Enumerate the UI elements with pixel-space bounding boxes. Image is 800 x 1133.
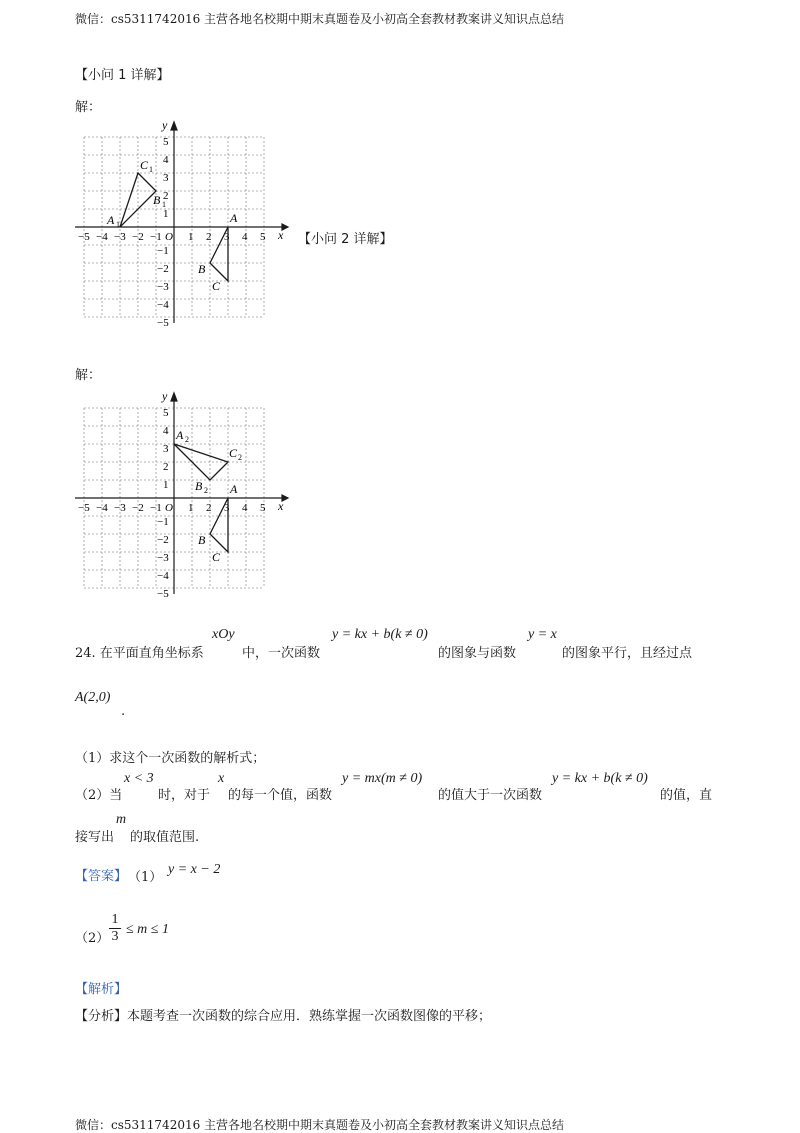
q24-text-3: 的图象与函数 (438, 646, 517, 661)
part2-solve: 解： (75, 368, 102, 383)
vertex-label-b: B (198, 262, 206, 276)
tick-x-5: 5 (260, 231, 266, 243)
vertex-label-a: A (230, 211, 238, 225)
vertex-label-b1: B (153, 193, 161, 207)
q24-math-point-a: A(2,0) (75, 690, 111, 705)
tick-y-5: 5 (163, 136, 169, 148)
vertex-label-a2: A (176, 428, 184, 442)
tick-y-neg5: −5 (157, 588, 169, 599)
tick-x-2: 2 (206, 231, 212, 243)
tick-y-neg1: −1 (157, 245, 169, 257)
answer-2-fraction (108, 912, 122, 945)
page-header: 微信：cs5311742016 主营各地名校期中期末真题卷及小初高全套教材教案讲义知识点总结 (75, 12, 565, 26)
tick-x-neg3: −3 (114, 231, 126, 243)
vertex-sub-a2: 2 (185, 435, 189, 444)
tick-y-neg3: −3 (157, 281, 169, 293)
tick-y-1: 1 (163, 208, 169, 220)
q24-math-xoy: xOy (212, 627, 235, 642)
tick-y-neg2: −2 (157, 263, 169, 275)
part1-label: 【小问 1 详解】 (75, 68, 170, 83)
tick-x-4: 4 (242, 231, 248, 243)
vertex-label-c2: C (229, 446, 238, 460)
part1-solve: 解： (75, 100, 102, 115)
analysis-text: 【分析】本题考查一次函数的综合应用．熟练掌握一次函数图像的平移； (75, 1009, 492, 1024)
answer-1-value: y = x − 2 (168, 862, 221, 877)
q24-math-m: m (116, 812, 127, 827)
vertex-sub-c2: 2 (238, 453, 242, 462)
coordinate-graph-2 (70, 389, 290, 599)
origin-label: O (165, 502, 173, 514)
tick-x-neg5: −5 (78, 502, 90, 514)
tick-y-1: 1 (163, 479, 169, 491)
tick-x-3: 3 (224, 231, 230, 243)
q24-sub-2-g: 的取值范围. (130, 830, 200, 845)
tick-x-5: 5 (260, 502, 266, 514)
axes (75, 393, 288, 594)
q24-sub-1: （1）求这个一次函数的解析式； (75, 751, 266, 766)
tick-y-3: 3 (163, 172, 169, 184)
y-axis-arrow (171, 393, 177, 401)
x-axis-label: x (278, 499, 284, 513)
tick-y-4: 4 (163, 425, 169, 437)
tick-y-neg1: −1 (157, 516, 169, 528)
part2-label: 【小问 2 详解】 (298, 232, 393, 247)
tick-x-neg2: −2 (132, 231, 144, 243)
fraction-denominator: 3 (111, 929, 119, 944)
q24-math-x-lt-3: x < 3 (124, 771, 154, 786)
q24-math-yx: y = x (528, 627, 557, 642)
q24-sub-2-a: （2）当 (75, 788, 123, 803)
fraction-numerator: 1 (111, 912, 119, 927)
vertex-label-a1: A (107, 213, 115, 227)
tick-x-neg1: −1 (150, 502, 162, 514)
tick-x-4: 4 (242, 502, 248, 514)
vertex-label-c1: C (140, 158, 149, 172)
tick-x-2: 2 (206, 502, 212, 514)
q24-text-4: 的图象平行，且经过点 (562, 646, 693, 661)
tick-x-neg2: −2 (132, 502, 144, 514)
tick-x-3: 3 (224, 502, 230, 514)
tick-y-neg5: −5 (157, 317, 169, 328)
tick-y-3: 3 (163, 443, 169, 455)
tick-x-1: 1 (188, 231, 194, 243)
q24-sub-2-e: 的值，直 (660, 788, 713, 803)
answer-label: 【答案】 (75, 869, 128, 884)
q24-period: . (121, 704, 126, 719)
answer-2-num: （2） (75, 931, 110, 946)
analysis-label: 【解析】 (75, 982, 128, 997)
tick-y-2: 2 (163, 190, 169, 202)
tick-y-4: 4 (163, 154, 169, 166)
tick-x-neg5: −5 (78, 231, 90, 243)
vertex-sub-c1: 1 (149, 165, 153, 174)
tick-x-neg4: −4 (96, 231, 108, 243)
vertex-label-b2: B (195, 479, 203, 493)
y-axis-label: y (162, 118, 168, 132)
q24-sub-2-c: 的每一个值，函数 (228, 788, 333, 803)
vertex-sub-b2: 2 (204, 486, 208, 495)
tick-y-neg3: −3 (157, 552, 169, 564)
q24-math-kx-b: y = kx + b(k ≠ 0) (552, 771, 648, 786)
vertex-label-c: C (212, 550, 221, 564)
tick-x-neg3: −3 (114, 502, 126, 514)
tick-y-2: 2 (163, 461, 169, 473)
vertex-sub-a1: 1 (116, 220, 120, 229)
vertex-label-b: B (198, 533, 206, 547)
y-axis-label: y (162, 389, 168, 403)
coordinate-graph-1 (70, 118, 290, 328)
vertex-label-a: A (230, 482, 238, 496)
vertex-label-c: C (212, 279, 221, 293)
tick-x-neg1: −1 (150, 231, 162, 243)
q24-math-linear: y = kx + b(k ≠ 0) (332, 627, 428, 642)
origin-label: O (165, 231, 173, 243)
q24-sub-2-d: 的值大于一次函数 (438, 788, 543, 803)
answer-1-num: （1） (128, 870, 163, 885)
tick-y-neg4: −4 (157, 299, 169, 311)
q24-sub-2-b: 时，对于 (158, 788, 211, 803)
tick-x-neg4: −4 (96, 502, 108, 514)
tick-x-1: 1 (188, 502, 194, 514)
tick-y-neg2: −2 (157, 534, 169, 546)
page-footer: 微信：cs5311742016 主营各地名校期中期末真题卷及小初高全套教材教案讲义知识点总结 (75, 1118, 565, 1132)
q24-math-x: x (218, 771, 225, 786)
y-axis-arrow (171, 122, 177, 130)
q24-sub-2-f: 接写出 (75, 830, 115, 845)
vertex-sub-b1: 1 (162, 200, 166, 209)
tick-y-neg4: −4 (157, 570, 169, 582)
tick-y-5: 5 (163, 407, 169, 419)
answer-2-value: ≤ m ≤ 1 (126, 922, 169, 937)
q24-text-1: 24. 在平面直角坐标系 (75, 646, 204, 661)
x-axis-label: x (278, 228, 284, 242)
q24-math-mx: y = mx(m ≠ 0) (342, 771, 423, 786)
q24-text-2: 中，一次函数 (242, 646, 321, 661)
